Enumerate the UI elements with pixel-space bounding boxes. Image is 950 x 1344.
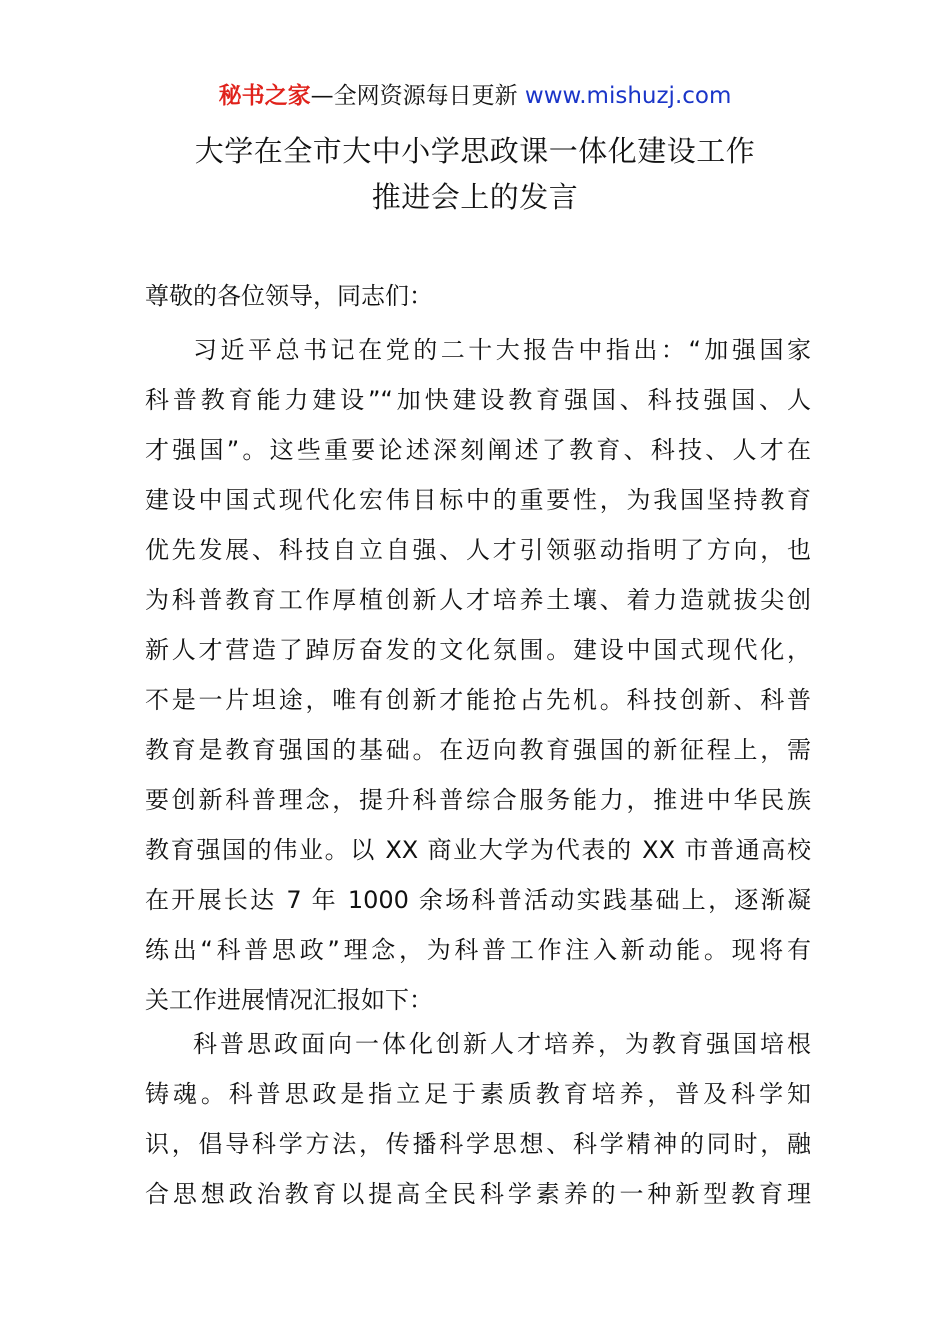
paragraph-line: 为科普教育工作厚植创新人才培养土壤、着力造就拔尖创 bbox=[145, 586, 811, 614]
paragraph-line: 合思想政治教育以提高全民科学素养的一种新型教育理 bbox=[145, 1180, 811, 1208]
paragraph-1 bbox=[145, 325, 811, 1025]
paragraph-line: 不是一片坦途，唯有创新才能抢占先机。科技创新、科普 bbox=[145, 686, 811, 714]
title-line-1: 大学在全市大中小学思政课一体化建设工作 bbox=[194, 134, 756, 168]
brand-name: 秘书之家 bbox=[218, 83, 311, 109]
paragraph-line: 科普思政面向一体化创新人才培养，为教育强国培根 bbox=[193, 1030, 811, 1058]
paragraph-line: 铸魂。科普思政是指立足于素质教育培养，普及科学知 bbox=[145, 1080, 811, 1108]
paragraph-line: 建设中国式现代化宏伟目标中的重要性，为我国坚持教育 bbox=[145, 486, 811, 514]
paragraph-line: 新人才营造了踔厉奋发的文化氛围。建设中国式现代化， bbox=[145, 636, 811, 664]
header-tagline: —全网资源每日更新 bbox=[310, 83, 525, 109]
document-title bbox=[0, 128, 950, 220]
paragraph-line: 习近平总书记在党的二十大报告中指出：“加强国家 bbox=[193, 336, 811, 364]
paragraph-line: 优先发展、科技自立自强、人才引领驱动指明了方向，也 bbox=[145, 536, 811, 564]
paragraph-line: 练出“科普思政”理念，为科普工作注入新动能。现将有 bbox=[145, 936, 811, 964]
paragraph-line: 教育强国的伟业。以 XX 商业大学为代表的 XX 市普通高校 bbox=[145, 836, 811, 864]
paragraph-line: 才强国”。这些重要论述深刻阐述了教育、科技、人才在 bbox=[145, 436, 811, 464]
site-header bbox=[0, 80, 950, 112]
paragraph-line: 教育是教育强国的基础。在迈向教育强国的新征程上，需 bbox=[145, 736, 811, 764]
salutation: 尊敬的各位领导，同志们： bbox=[145, 282, 433, 310]
paragraph-line: 要创新科普理念，提升科普综合服务能力，推进中华民族 bbox=[145, 786, 811, 814]
paragraph-2 bbox=[145, 1019, 811, 1219]
site-url-link[interactable]: www.mishuzj.com bbox=[524, 83, 732, 109]
paragraph-line: 识，倡导科学方法，传播科学思想、科学精神的同时，融 bbox=[145, 1130, 811, 1158]
paragraph-line: 在开展长达 7 年 1000 余场科普活动实践基础上，逐渐凝 bbox=[145, 886, 811, 914]
paragraph-line: 关工作进展情况汇报如下： bbox=[145, 986, 433, 1014]
title-line-2: 推进会上的发言 bbox=[371, 180, 579, 214]
paragraph-line: 科普教育能力建设”“加快建设教育强国、科技强国、人 bbox=[145, 386, 811, 414]
